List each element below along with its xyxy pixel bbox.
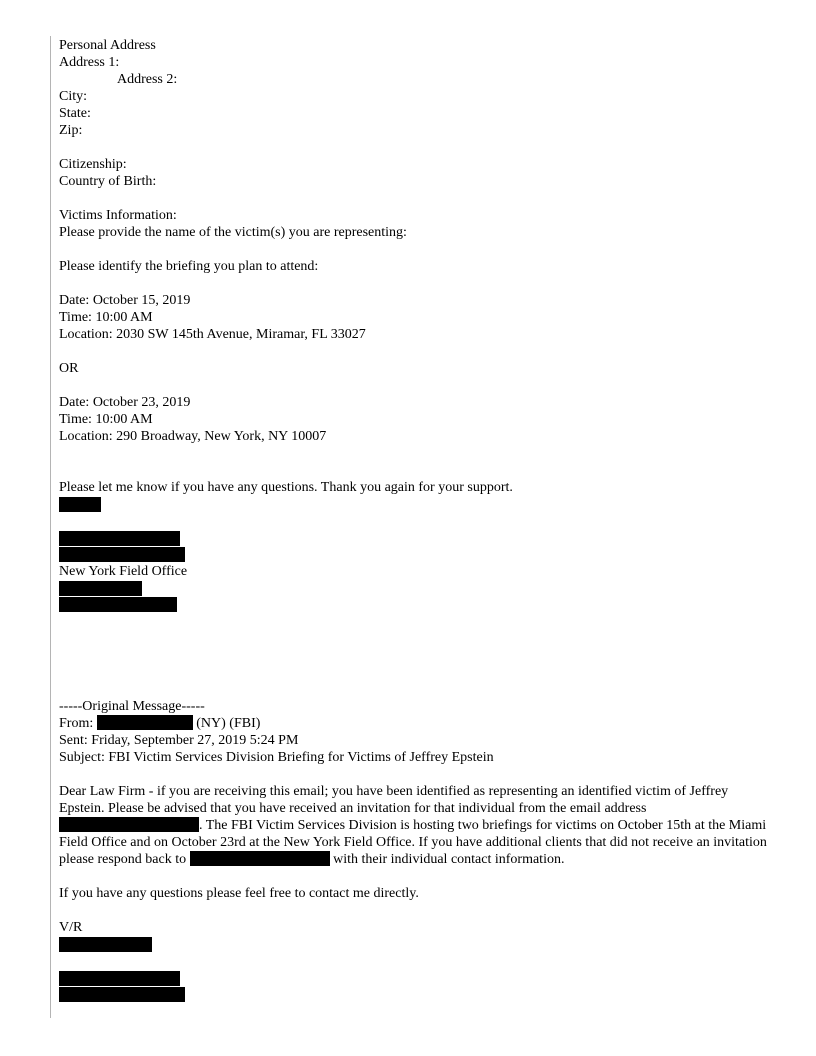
contact-line: If you have any questions please feel free to contact me directly. xyxy=(59,886,419,901)
redaction-block xyxy=(59,817,199,832)
left-margin-rule xyxy=(50,36,51,1018)
redaction-block xyxy=(59,987,185,1002)
or-separator: OR xyxy=(59,361,79,376)
address1-label: Address 1: xyxy=(59,55,120,70)
state-label: State: xyxy=(59,106,91,121)
redaction-block xyxy=(59,597,177,612)
redaction-block xyxy=(59,971,180,986)
body-part2: . The FBI Victim Services Division is hosting two briefings for victims on October 15th at the Miami Field Office and on October 23rd at the New York Field Office. If you have additional clients that did not receive an invitation please respond back to xyxy=(59,818,767,867)
option1-location: Location: 2030 SW 145th Avenue, Miramar, FL 33027 xyxy=(59,327,366,342)
redaction-block xyxy=(59,547,185,562)
address2-label: Address 2: xyxy=(117,72,178,87)
option2-time: Time: 10:00 AM xyxy=(59,412,153,427)
body-part1: Dear Law Firm - if you are receiving this email; you have been identified as representing an identified victim of Jeffrey Epstein. Please be advised that you have received an invitation for that individual from the email address xyxy=(59,784,729,816)
victims-prompt: Please provide the name of the victim(s) you are representing: xyxy=(59,225,407,240)
from-suffix: (NY) (FBI) xyxy=(196,716,261,731)
redaction-block xyxy=(59,937,152,952)
country-of-birth-label: Country of Birth: xyxy=(59,174,157,189)
option1-time: Time: 10:00 AM xyxy=(59,310,153,325)
document-body xyxy=(59,37,771,1003)
original-message-header: -----Original Message----- xyxy=(59,699,205,714)
victims-info-heading: Victims Information: xyxy=(59,208,177,223)
from-label: From: xyxy=(59,716,94,731)
city-label: City: xyxy=(59,89,88,104)
option2-date: Date: October 23, 2019 xyxy=(59,395,191,410)
citizenship-label: Citizenship: xyxy=(59,157,127,172)
body-part3: with their individual contact information. xyxy=(333,852,565,867)
from-line xyxy=(59,715,771,732)
briefing-prompt: Please identify the briefing you plan to attend: xyxy=(59,259,319,274)
redaction-block xyxy=(59,581,142,596)
signature-office: New York Field Office xyxy=(59,564,188,579)
personal-address-heading: Personal Address xyxy=(59,38,156,53)
redaction-block xyxy=(59,531,180,546)
email-body-paragraph xyxy=(59,783,771,868)
vr-signoff: V/R xyxy=(59,920,83,935)
option2-location: Location: 290 Broadway, New York, NY 10007 xyxy=(59,429,327,444)
redaction-block xyxy=(190,851,330,866)
redaction-block xyxy=(97,715,193,730)
zip-label: Zip: xyxy=(59,123,83,138)
option1-date: Date: October 15, 2019 xyxy=(59,293,191,308)
sent-line: Sent: Friday, September 27, 2019 5:24 PM xyxy=(59,733,299,748)
redaction-block xyxy=(59,497,101,512)
closing-line: Please let me know if you have any questions. Thank you again for your support. xyxy=(59,480,513,495)
subject-line: Subject: FBI Victim Services Division Briefing for Victims of Jeffrey Epstein xyxy=(59,750,494,765)
